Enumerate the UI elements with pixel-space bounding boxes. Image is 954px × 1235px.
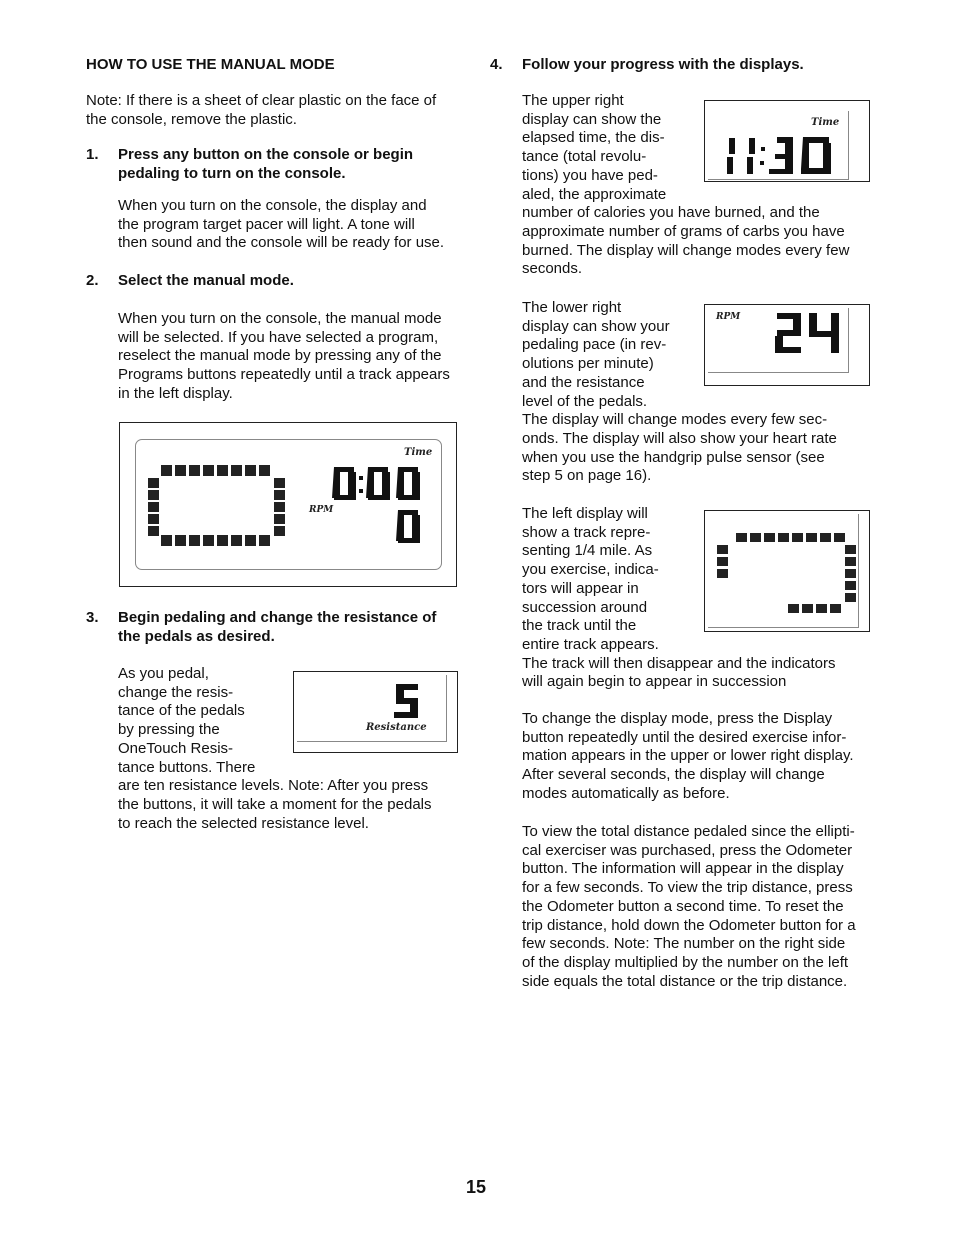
- step-number: 1.: [86, 146, 99, 163]
- section-heading: HOW TO USE THE MANUAL MODE: [86, 56, 335, 73]
- text-line: reselect the manual mode by pressing any of the: [118, 347, 442, 365]
- text-line: tance of the pedals: [118, 702, 245, 720]
- text-line: To view the total distance pedaled since the ellipti-: [522, 823, 855, 840]
- text-line: of the display multiplied by the number on the left: [522, 953, 849, 971]
- text-line: step 5 on page 16).: [522, 467, 652, 485]
- text-line: in the left display.: [118, 384, 233, 402]
- console-digits: [332, 464, 432, 550]
- text-line: The track will then disappear and the indicators: [522, 654, 836, 672]
- text-line: seconds.: [522, 260, 583, 278]
- time-digits: [723, 135, 843, 177]
- text-line: senting 1/4 mile. As: [522, 542, 653, 560]
- step-number: 3.: [86, 609, 99, 626]
- text-line: show a track repre-: [522, 523, 651, 541]
- text-line: the Odometer button a second time. To reset the: [522, 897, 844, 915]
- text-line: elapsed time, the dis-: [522, 129, 665, 147]
- text-line: display can show the: [522, 110, 662, 128]
- text-line: Note: If there is a sheet of clear plastic on the face of: [86, 92, 437, 109]
- step-number: 4.: [490, 56, 503, 73]
- text-line: trip distance, hold down the Odometer button for a: [522, 916, 856, 934]
- text-line: As you pedal,: [118, 665, 209, 682]
- text-line: the track until the: [522, 617, 637, 635]
- time-display-illustration: [704, 100, 870, 182]
- text-line: burned. The display will change modes every few: [522, 241, 850, 259]
- text-line: The lower right: [522, 299, 622, 316]
- text-line: tors will appear in: [522, 579, 639, 597]
- step-number: 2.: [86, 272, 99, 289]
- text-line: are ten resistance levels. Note: After you press: [118, 777, 429, 795]
- rpm-label: RPM: [716, 312, 741, 322]
- rpm-label: RPM: [309, 505, 334, 515]
- step-title: Select the manual mode.: [118, 272, 294, 289]
- text-line: few seconds. Note: The number on the right side: [522, 935, 846, 953]
- text-line: button repeatedly until the desired exercise infor-: [522, 728, 847, 746]
- text-line: Programs buttons repeatedly until a track appears: [118, 366, 450, 384]
- text-line: the console, remove the plastic.: [86, 110, 297, 128]
- text-line: for a few seconds. To view the trip distance, press: [522, 879, 853, 897]
- text-line: the buttons, it will take a moment for the pedals: [118, 795, 432, 813]
- text-line: succession around: [522, 598, 648, 616]
- text-line: approximate number of grams of carbs you have: [522, 222, 845, 240]
- text-line: when you use the handgrip pulse sensor (see: [522, 448, 825, 466]
- track-display-illustration: [704, 510, 870, 632]
- step-title: Follow your progress with the displays.: [522, 56, 804, 73]
- text-line: The display will change modes every few sec-: [522, 411, 828, 429]
- text-line: When you turn on the console, the manual mode: [118, 310, 442, 327]
- step-title: Press any button on the console or begin: [118, 146, 414, 163]
- text-line: aled, the approximate: [522, 185, 667, 203]
- text-line: pedaling pace (in rev-: [522, 336, 667, 354]
- text-line: olutions per minute): [522, 355, 654, 373]
- text-line: To change the display mode, press the Display: [522, 710, 833, 727]
- text-line: will again begin to appear in succession: [522, 673, 787, 691]
- text-line: tance buttons. There: [118, 758, 256, 776]
- text-line: modes automatically as before.: [522, 784, 730, 802]
- resistance-display-illustration: [293, 671, 458, 753]
- text-line: display can show your: [522, 317, 670, 335]
- text-line: tance (total revolu-: [522, 148, 647, 166]
- text-line: by pressing the: [118, 721, 220, 739]
- text-line: change the resis-: [118, 683, 234, 701]
- text-line: After several seconds, the display will change: [522, 766, 825, 784]
- step-title: Begin pedaling and change the resistance of: [118, 609, 437, 626]
- text-line: OneTouch Resis-: [118, 739, 234, 757]
- text-line: number of calories you have burned, and the: [522, 204, 820, 222]
- text-line: will be selected. If you have selected a program,: [118, 328, 439, 346]
- text-line: then sound and the console will be ready for use.: [118, 234, 445, 252]
- text-line: mation appears in the upper or lower right display.: [522, 747, 854, 765]
- text-line: button. The information will appear in the display: [522, 860, 844, 878]
- text-line: to reach the selected resistance level.: [118, 814, 369, 832]
- text-line: tions) you have ped-: [522, 166, 658, 184]
- rpm-digits: [771, 311, 841, 355]
- text-line: side equals the total distance or the trip distance.: [522, 972, 848, 990]
- page-number: 15: [466, 1177, 487, 1197]
- text-line: and the resistance: [522, 373, 645, 391]
- text-line: onds. The display will also show your heart rate: [522, 429, 837, 447]
- text-line: you exercise, indica-: [522, 561, 659, 579]
- text-line: the program target pacer will light. A tone will: [118, 215, 415, 233]
- step-title: pedaling to turn on the console.: [118, 164, 346, 182]
- console-display-illustration: [119, 422, 457, 587]
- time-label: Time: [404, 447, 433, 458]
- text-line: When you turn on the console, the display and: [118, 197, 427, 214]
- text-line: The left display will: [522, 505, 648, 522]
- text-line: cal exerciser was purchased, press the Odometer: [522, 841, 853, 859]
- time-label: Time: [811, 117, 840, 128]
- text-line: level of the pedals.: [522, 392, 648, 410]
- rpm-display-illustration: [704, 304, 870, 386]
- text-line: entire track appears.: [522, 635, 659, 653]
- text-line: The upper right: [522, 92, 624, 109]
- step-title: the pedals as desired.: [118, 627, 275, 645]
- resistance-label: Resistance: [366, 722, 427, 733]
- resistance-digit: [392, 682, 422, 722]
